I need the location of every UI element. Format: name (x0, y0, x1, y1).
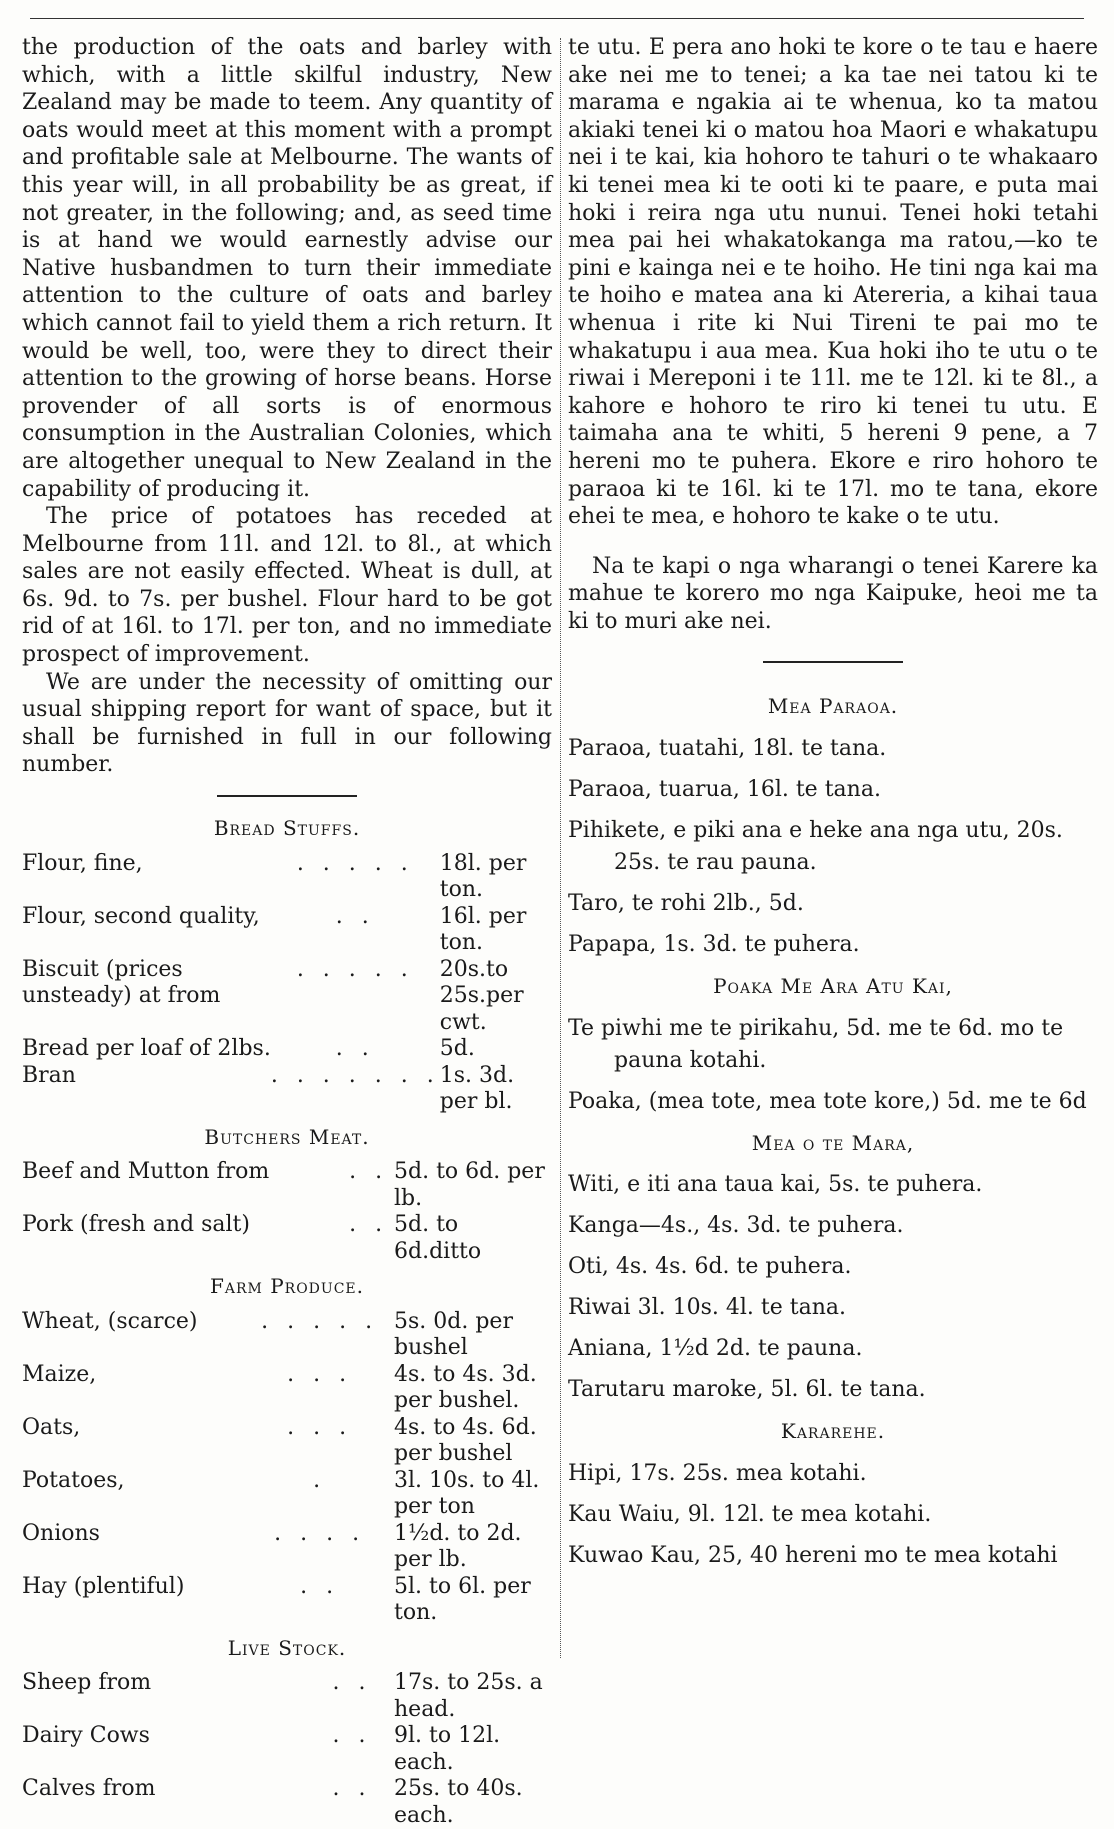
item-price: 16l. per ton. (439, 903, 527, 956)
list-item: Kau Waiu, 9l. 12l. te mea kotahi. (568, 1501, 932, 1527)
section-title-butchers-meat: Butchers Meat. (204, 1124, 370, 1149)
table-row (22, 1574, 552, 1627)
section-title-live-stock: Live Stock. (227, 1635, 347, 1660)
leader-dots: . . (335, 903, 375, 929)
item-price: 5s. 0d. per bushel (394, 1308, 513, 1361)
list-item: Paraoa, tuarua, 16l. te tana. (568, 777, 881, 803)
item-name: Maize, (22, 1361, 97, 1387)
item-price: 3l. 10s. to 4l. per ton (394, 1467, 540, 1520)
english-paragraph-3: We are under the necessity of omitting our usual shipping report for want of space, but it shall be furnished in full in our following number. (22, 669, 552, 778)
table-row (22, 851, 552, 904)
item-name: Calves from (22, 1776, 156, 1802)
item-price: 1½d. to 2d. per lb. (394, 1520, 522, 1573)
table-row (22, 1362, 552, 1415)
english-paragraph-2: The price of potatoes has receded at Melbourne from 11l. and 12l. to 8l., at which sales are not easily effected. Wheat is dull, at 6s. 9d. to 7s. per bushel. Flour hard to be got rid of at 16l. to 17l. per ton, and no immediate prospect of improvement. (22, 504, 552, 668)
item-name: Bread per loaf of 2lbs. (22, 1036, 271, 1062)
leader-dots: . . . . . (296, 850, 414, 876)
top-rule (30, 18, 1084, 19)
item-price: 5d. to 6d.ditto (394, 1212, 482, 1264)
section-title-kararehe: Kararehe. (780, 1419, 886, 1444)
list-item: Oti, 4s. 4s. 6d. te puhera. (568, 1254, 852, 1280)
item-name: Wheat, (scarce) (22, 1308, 198, 1334)
leader-dots: . . (335, 1036, 375, 1062)
leader-dots: . (313, 1467, 327, 1493)
list-item: Poaka, (mea tote, mea tote kore,) 5d. me te 6d (568, 1088, 1087, 1114)
english-paragraph-1: the production of the oats and barley with which, with a little skilful industry, New Zealand may be made to teem. Any quantity of oats would meet at this moment with a prompt and profitable sale at Melbourne. The wants of this year will, in all probability be as great, if not greater, in the following; and, as seed time is at hand we would earnestly advise our Native husbandmen to turn their immediate attention to the culture of oats and barley which cannot fail to yield them a rich return. It would be well, too, were they to direct their attention to the growing of horse beans. Horse provender of all sorts is of enormous consumption in the Australian Colonies, which are altogether unequal to New Zealand in the capability of producing it. (22, 35, 552, 502)
item-name: Hay (plentiful) (22, 1573, 185, 1599)
leader-dots: . . (332, 1776, 372, 1802)
section-title-poaka: Poaka Me Ara Atu Kai, (713, 974, 953, 999)
table-row (22, 1723, 552, 1776)
leader-dots: . . . (287, 1414, 353, 1440)
price-table-butchers-meat (22, 1159, 552, 1265)
list-item: Kanga—4s., 4s. 3d. te puhera. (568, 1213, 904, 1239)
maori-paragraph-2: Na te kapi o nga wharangi o tenei Karere ka mahue te korero mo nga Kaipuke, heoi me ta ki to muri ake nei. (568, 553, 1098, 634)
item-price: 17s. to 25s. a head. (394, 1670, 543, 1722)
list-item: Taro, te rohi 2lb., 5d. (568, 891, 804, 917)
list-item: Tarutaru maroke, 5l. 6l. te tana. (568, 1377, 926, 1403)
table-row (22, 1670, 552, 1723)
table-row (22, 1468, 552, 1521)
item-price: 5l. to 6l. per ton. (394, 1573, 531, 1626)
right-column (568, 34, 1098, 1581)
list-item: Aniana, 1½d 2d. te pauna. (568, 1336, 863, 1362)
table-row (22, 1776, 552, 1829)
item-name: Oats, (22, 1414, 81, 1440)
column-divider (560, 38, 561, 1658)
item-name: Biscuit (prices unsteady) at from (22, 956, 221, 1009)
section-title-farm-produce: Farm Produce. (209, 1274, 364, 1299)
leader-dots: . . (332, 1723, 372, 1749)
entry-list-mea-o-te-mara (568, 1169, 1098, 1406)
entry-list-mea-paraoa (568, 733, 1098, 961)
price-table-bread-stuffs (22, 851, 552, 1116)
table-row (22, 1309, 552, 1362)
table-row (22, 1159, 552, 1212)
item-name: Bran (22, 1062, 76, 1088)
item-price: 1s. 3d. per bl. (439, 1062, 515, 1115)
leader-dots: . . . . (274, 1520, 366, 1546)
item-name: Potatoes, (22, 1467, 125, 1493)
item-name: Sheep from (22, 1670, 152, 1696)
table-row (22, 1063, 552, 1116)
left-column (22, 34, 552, 1829)
item-price: 20s.to 25s.per cwt. (439, 956, 524, 1035)
item-name: Dairy Cows (22, 1723, 150, 1749)
list-item: Witi, e iti ana taua kai, 5s. te puhera. (568, 1172, 983, 1198)
item-name: Pork (fresh and salt) (22, 1212, 250, 1238)
price-table-live-stock (22, 1670, 552, 1829)
price-table-farm-produce (22, 1309, 552, 1627)
item-price: 18l. per ton. (439, 850, 527, 903)
leader-dots: . . . . . (296, 956, 414, 982)
entry-list-kararehe (568, 1458, 1098, 1572)
list-item: Pihikete, e piki ana e heke ana nga utu, 20s. 25s. te rau pauna. (568, 818, 1063, 876)
maori-paragraph-1: te utu. E pera ano hoki te kore o te tau e haere ake nei me to tenei; a ka tae nei tatou ki te marama e ngakia ai te whenua, ko ta matou akiaki tenei ki o matou hoa Maori e whakatupu nei i te kai, kia hohoro te tahuri o te whakaaro ki tenei mea ki te ooti ki te paare, e puta mai hoki i reira nga utu nunui. Tenei hoki tetahi mea pai hei whakatokanga ma ratou,—ko te pini e kainga nei e te hoiho. He tini nga kai ma te hoiho e matea ana ki Atereria, a kihai taua whenua i rite ki Nui Tireni te pai mo te whakatupu i aua mea. Kua hoki iho te utu o te riwai i Mereponi i te 11l. me te 12l. ki te 8l., a kahore e hohoro te riro ki tenei tu utu. E taimaha ana te whiti, 5 hereni 9 pene, a 7 hereni mo te puhera. Ekore e riro hohoro te paraoa ki te 16l. ki te 17l. mo te tana, ekore ehei te mea, e hohoro te kake o te utu. (568, 35, 1098, 530)
item-name: Flour, second quality, (22, 903, 260, 929)
list-item: Papapa, 1s. 3d. te puhera. (568, 932, 860, 958)
item-price: 5d. (439, 1036, 475, 1062)
list-item: Te piwhi me te pirikahu, 5d. me te 6d. mo te pauna kotahi. (568, 1015, 1064, 1073)
section-title-mea-paraoa: Mea Paraoa. (767, 694, 899, 719)
section-separator (217, 795, 357, 797)
leader-dots: . . (332, 1670, 372, 1696)
entry-list-poaka (568, 1013, 1098, 1118)
leader-dots: . . . (287, 1361, 353, 1387)
list-item: Hipi, 17s. 25s. mea kotahi. (568, 1460, 867, 1486)
table-row (22, 904, 552, 957)
table-row (22, 1212, 552, 1265)
item-name: Beef and Mutton from (22, 1159, 270, 1185)
table-row (22, 957, 552, 1037)
item-name: Onions (22, 1520, 100, 1546)
table-row (22, 1415, 552, 1468)
leader-dots: . . (300, 1573, 340, 1599)
table-row (22, 1521, 552, 1574)
list-item: Kuwao Kau, 25, 40 hereni mo te mea kotahi (568, 1542, 1058, 1568)
leader-dots: . . (349, 1159, 389, 1185)
leader-dots: . . (349, 1212, 389, 1238)
leader-dots: . . . . . (261, 1308, 379, 1334)
list-item: Riwai 3l. 10s. 4l. te tana. (568, 1295, 846, 1321)
list-item: Paraoa, tuatahi, 18l. te tana. (568, 736, 887, 762)
section-title-bread-stuffs: Bread Stuffs. (213, 816, 361, 841)
section-title-mea-o-te-mara: Mea o te Mara, (751, 1130, 915, 1155)
item-name: Flour, fine, (22, 850, 143, 876)
item-price: 5d. to 6d. per lb. (394, 1159, 545, 1211)
leader-dots: . . . . . . . (270, 1062, 440, 1088)
item-price: 25s. to 40s. each. (394, 1776, 523, 1828)
item-price: 4s. to 4s. 3d. per bushel. (394, 1361, 537, 1414)
item-price: 4s. to 4s. 6d. per bushel (394, 1414, 537, 1467)
item-price: 9l. to 12l. each. (394, 1723, 501, 1775)
table-row (22, 1036, 552, 1063)
section-separator (763, 661, 903, 663)
